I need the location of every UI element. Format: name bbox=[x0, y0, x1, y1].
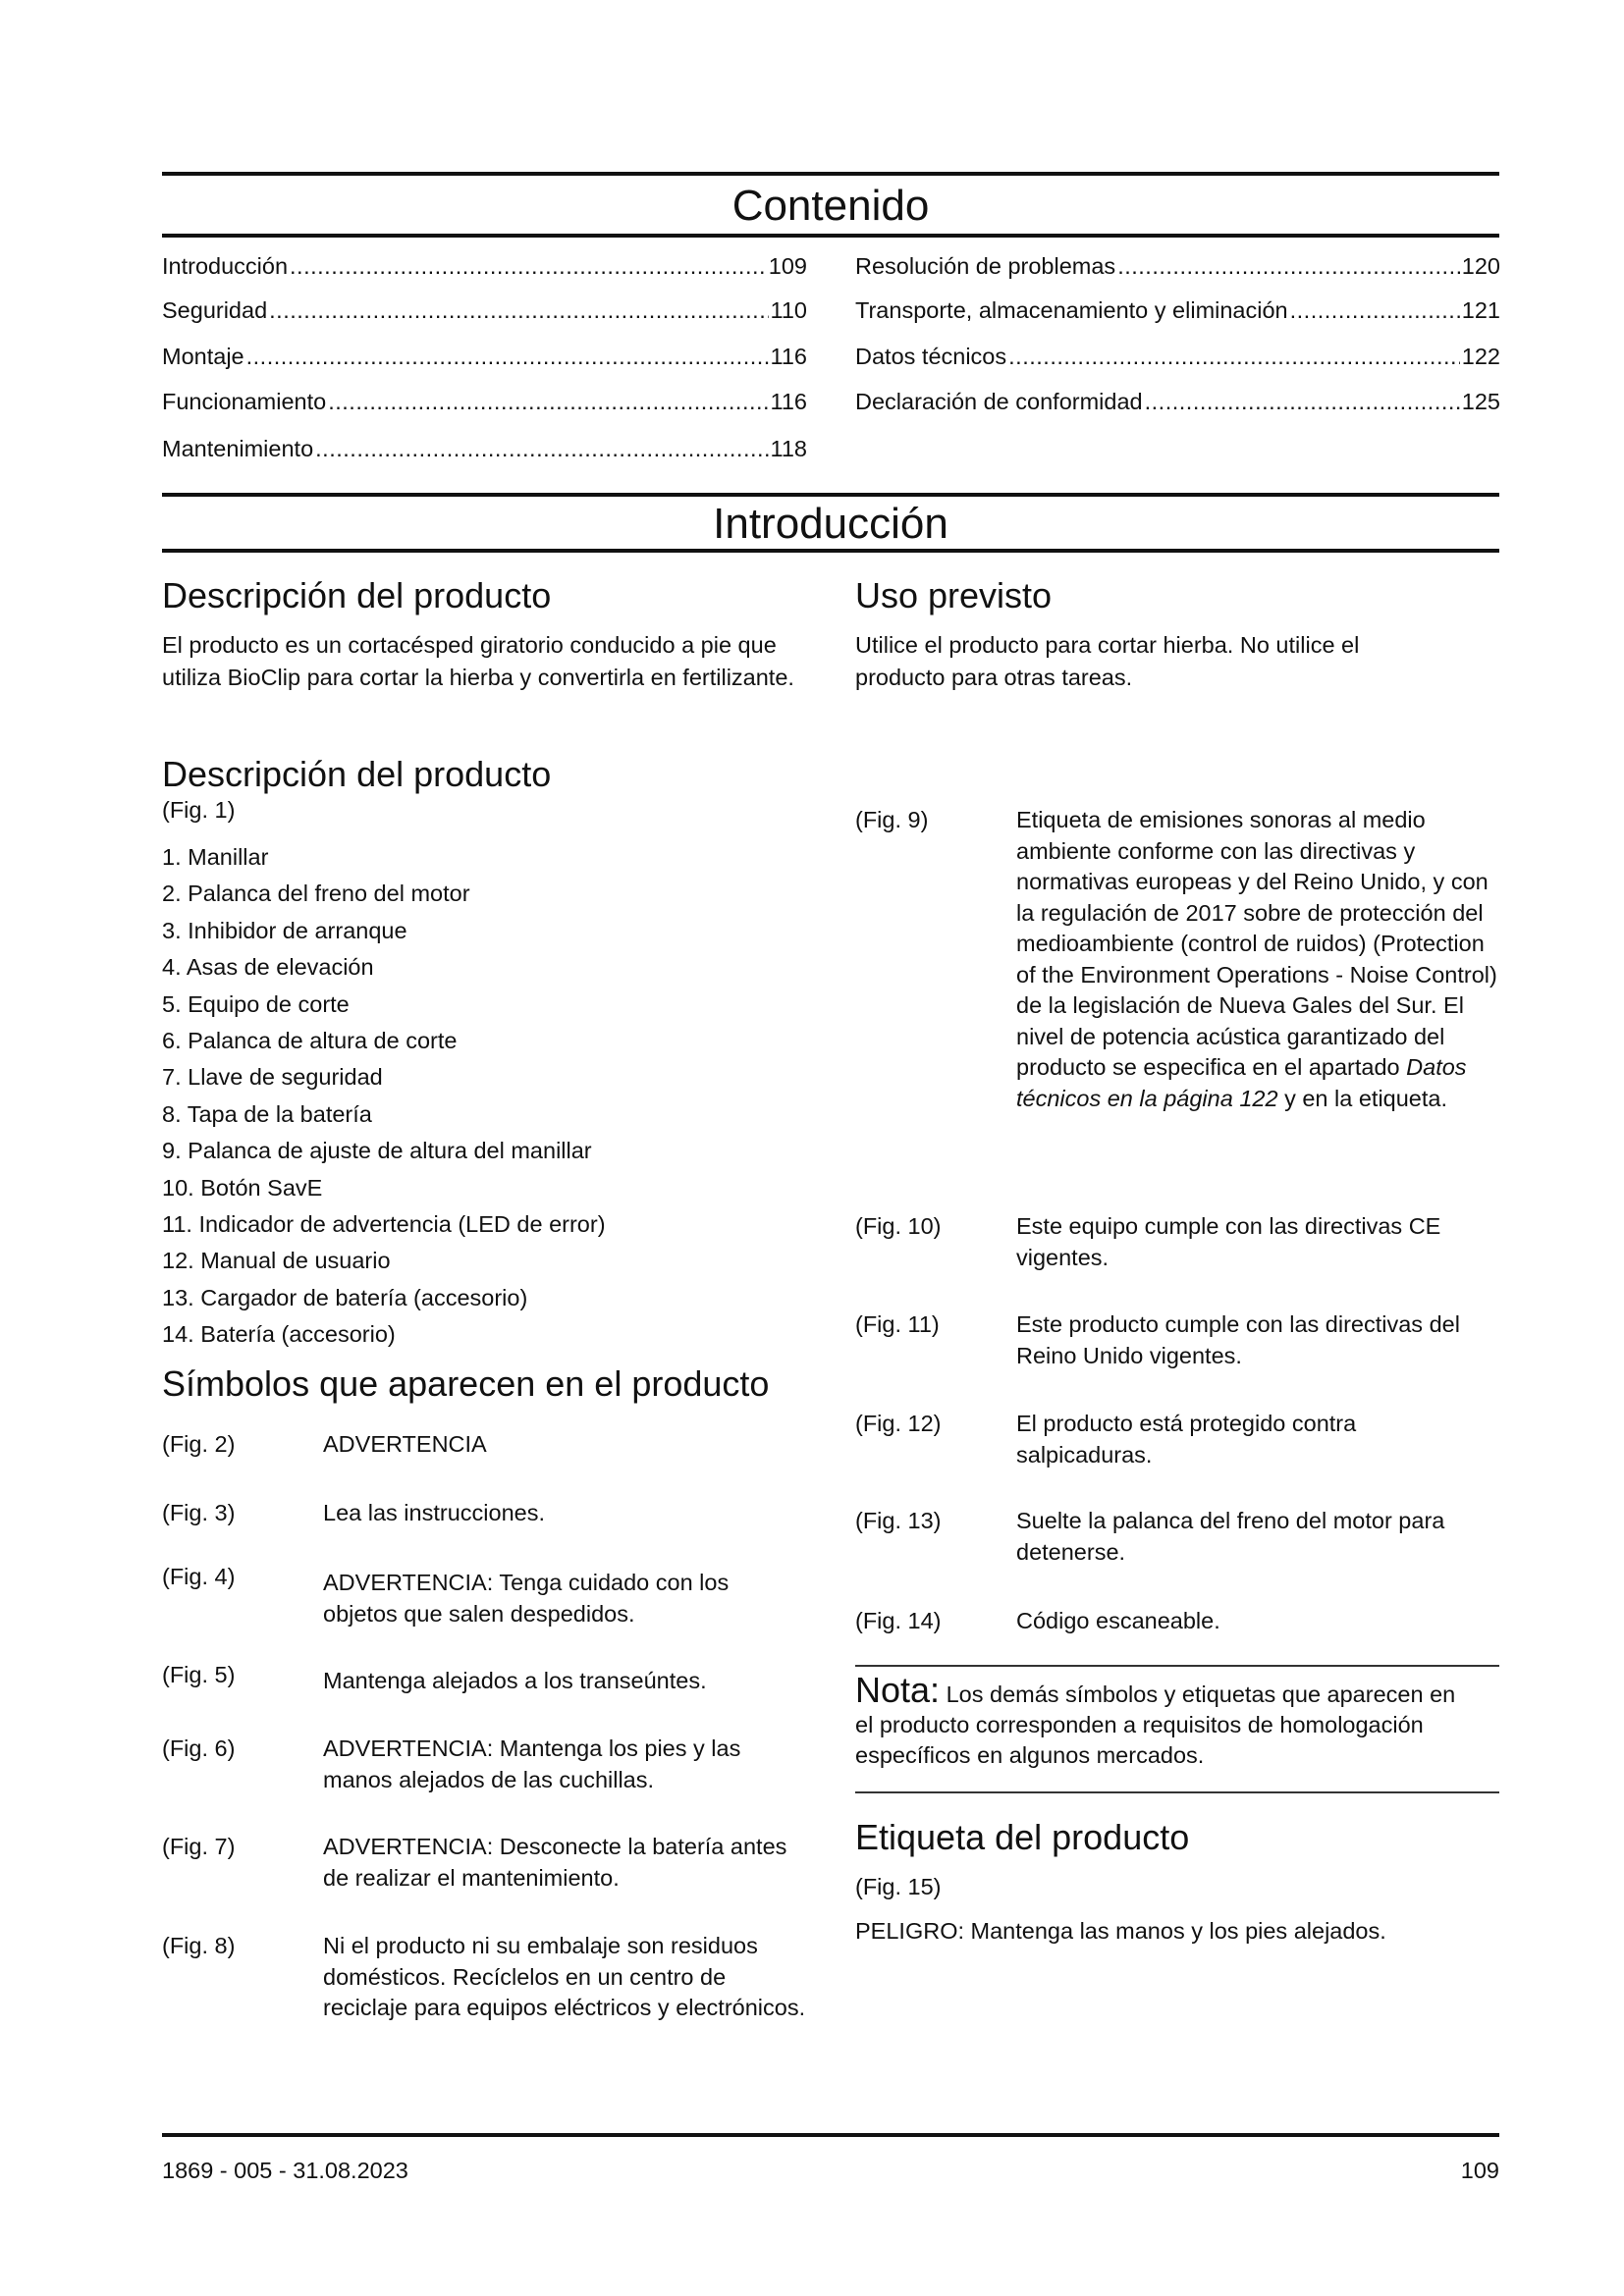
note bbox=[855, 1670, 1464, 1771]
divider bbox=[162, 172, 1499, 176]
list-item: 2. Palanca del freno del motor bbox=[162, 881, 470, 907]
toc-leader bbox=[1290, 295, 1460, 325]
list-item: 8. Tapa de la batería bbox=[162, 1100, 372, 1127]
toc-page: 125 bbox=[1461, 389, 1500, 414]
symbol-desc: Código escaneable. bbox=[1016, 1608, 1220, 1633]
intended-use-text: Utilice el producto para cortar hierba. No utilice el producto para otras tareas. bbox=[855, 632, 1360, 690]
list-item: 11. Indicador de advertencia (LED de error) bbox=[162, 1211, 606, 1238]
heading-symbols: Símbolos que aparecen en el producto bbox=[162, 1363, 770, 1404]
list-item: 7. Llave de seguridad bbox=[162, 1064, 383, 1091]
toc-label: Transporte, almacenamiento y eliminación bbox=[855, 297, 1288, 323]
toc-leader bbox=[1008, 342, 1460, 371]
toc-entry[interactable] bbox=[162, 387, 807, 416]
contents-title: Contenido bbox=[731, 182, 930, 230]
heading-product-description: Descripción del producto bbox=[162, 575, 552, 615]
toc-page: 118 bbox=[770, 436, 807, 461]
footer-page-number: 109 bbox=[1460, 2158, 1499, 2183]
fig-ref: (Fig. 12) bbox=[855, 1411, 942, 1436]
heading-product-label: Etiqueta del producto bbox=[855, 1817, 1190, 1857]
toc-leader bbox=[1145, 387, 1460, 416]
toc-label: Resolución de problemas bbox=[855, 253, 1116, 279]
label-fig-ref: (Fig. 15) bbox=[855, 1874, 942, 1899]
toc-label: Funcionamiento bbox=[162, 389, 327, 414]
toc-label: Datos técnicos bbox=[855, 344, 1007, 369]
toc-page: 110 bbox=[770, 297, 807, 323]
fig-ref: (Fig. 6) bbox=[162, 1735, 236, 1761]
fig-ref: (Fig. 3) bbox=[162, 1500, 236, 1525]
toc-page: 116 bbox=[770, 344, 807, 369]
toc-entry[interactable] bbox=[162, 342, 807, 371]
toc-page: 109 bbox=[768, 253, 807, 279]
fig-ref: (Fig. 11) bbox=[855, 1311, 940, 1337]
toc-label: Introducción bbox=[162, 253, 289, 279]
product-description-text: El producto es un cortacésped giratorio conducido a pie que utiliza BioClip para cortar la hierba y convertirla en fertilizante. bbox=[162, 632, 794, 690]
symbol-desc: Este equipo cumple con las directivas CE vigentes. bbox=[1016, 1213, 1441, 1270]
toc-leader bbox=[315, 434, 768, 463]
fig-ref: (Fig. 8) bbox=[162, 1933, 236, 1958]
divider bbox=[162, 234, 1499, 238]
parts-fig-ref: (Fig. 1) bbox=[162, 797, 236, 823]
fig9-tail: y en la etiqueta. bbox=[1277, 1085, 1447, 1111]
list-item: 12. Manual de usuario bbox=[162, 1248, 391, 1274]
toc-entry[interactable] bbox=[855, 342, 1500, 371]
divider bbox=[855, 1791, 1499, 1793]
toc-label: Montaje bbox=[162, 344, 244, 369]
list-item: 5. Equipo de corte bbox=[162, 990, 350, 1017]
toc-leader bbox=[328, 387, 768, 416]
fig-ref: (Fig. 10) bbox=[855, 1213, 942, 1239]
footer-doc-id: 1869 - 005 - 31.08.2023 bbox=[162, 2158, 408, 2183]
symbol-desc: ADVERTENCIA: Desconecte la batería antes de realizar el mantenimiento. bbox=[323, 1834, 787, 1891]
heading-product-parts: Descripción del producto bbox=[162, 754, 552, 794]
toc-leader bbox=[1117, 251, 1460, 281]
fig9-text: Etiqueta de emisiones sonoras al medio ambiente conforme con las directivas y normativas europeas y del Reino Unido, y con la regulación de 2017 sobre de protección del medioambiente (control de ruidos) (Protection of the Environment Operations - Noise Control) de la legislación de Nueva Gales del Sur. El nivel de potencia acústica garantizado del producto se especifica en el apartado bbox=[1016, 807, 1497, 1080]
symbol-desc: ADVERTENCIA: Mantenga los pies y las manos alejados de las cuchillas. bbox=[323, 1735, 741, 1792]
list-item: 1. Manillar bbox=[162, 844, 269, 870]
divider bbox=[162, 493, 1499, 497]
toc-page: 116 bbox=[770, 389, 807, 414]
toc-entry[interactable] bbox=[162, 434, 807, 463]
symbol-desc bbox=[1016, 805, 1507, 1114]
toc-entry[interactable] bbox=[162, 251, 807, 281]
divider bbox=[855, 1665, 1499, 1667]
note-text: Los demás símbolos y etiquetas que aparecen en el producto corresponden a requisitos de homologación específicos en algunos mercados. bbox=[855, 1682, 1456, 1768]
toc-label: Declaración de conformidad bbox=[855, 389, 1143, 414]
toc-leader bbox=[290, 251, 767, 281]
section-title: Introducción bbox=[713, 500, 948, 548]
toc-leader bbox=[269, 295, 768, 325]
symbol-desc: Suelte la palanca del freno del motor para detenerse. bbox=[1016, 1508, 1445, 1565]
symbol-desc: ADVERTENCIA: Tenga cuidado con los objetos que salen despedidos. bbox=[323, 1570, 730, 1627]
footer-divider bbox=[162, 2133, 1499, 2137]
toc-page: 122 bbox=[1461, 344, 1500, 369]
symbol-desc: El producto está protegido contra salpicaduras. bbox=[1016, 1411, 1357, 1468]
toc-page: 120 bbox=[1461, 253, 1500, 279]
toc-page: 121 bbox=[1461, 297, 1500, 323]
list-item: 6. Palanca de altura de corte bbox=[162, 1028, 458, 1054]
fig-ref: (Fig. 4) bbox=[162, 1564, 236, 1589]
fig-ref: (Fig. 5) bbox=[162, 1662, 236, 1687]
fig-ref: (Fig. 13) bbox=[855, 1508, 942, 1533]
note-label: Nota: bbox=[855, 1670, 941, 1710]
fig-ref: (Fig. 2) bbox=[162, 1431, 236, 1457]
symbol-desc: Ni el producto ni su embalaje son residuos domésticos. Recíclelos en un centro de reciclaje para equipos eléctricos y electrónicos. bbox=[323, 1933, 806, 2020]
symbol-desc: ADVERTENCIA bbox=[323, 1431, 487, 1457]
symbol-desc: Mantenga alejados a los transeúntes. bbox=[323, 1668, 707, 1693]
list-item: 4. Asas de elevación bbox=[162, 954, 374, 981]
list-item: 3. Inhibidor de arranque bbox=[162, 917, 407, 943]
toc-leader bbox=[246, 342, 769, 371]
toc-entry[interactable] bbox=[855, 295, 1500, 325]
technical-data-link[interactable]: Datos técnicos en la página 122 bbox=[1016, 1054, 1467, 1111]
toc-entry[interactable] bbox=[162, 295, 807, 325]
list-item: 10. Botón SavE bbox=[162, 1174, 323, 1201]
divider bbox=[162, 549, 1499, 553]
list-item: 14. Batería (accesorio) bbox=[162, 1321, 396, 1348]
heading-intended-use: Uso previsto bbox=[855, 575, 1053, 615]
fig-ref: (Fig. 9) bbox=[855, 807, 929, 832]
symbol-desc: Lea las instrucciones. bbox=[323, 1500, 545, 1525]
list-item: 13. Cargador de batería (accesorio) bbox=[162, 1284, 528, 1310]
symbol-desc: Este producto cumple con las directivas del Reino Unido vigentes. bbox=[1016, 1311, 1460, 1368]
fig-ref: (Fig. 7) bbox=[162, 1834, 236, 1859]
toc-entry[interactable] bbox=[855, 387, 1500, 416]
label-text: PELIGRO: Mantenga las manos y los pies alejados. bbox=[855, 1918, 1386, 1944]
parts-list bbox=[162, 839, 606, 1354]
list-item: 9. Palanca de ajuste de altura del manillar bbox=[162, 1138, 592, 1164]
toc-label: Seguridad bbox=[162, 297, 268, 323]
toc-label: Mantenimiento bbox=[162, 436, 314, 461]
fig-ref: (Fig. 14) bbox=[855, 1608, 942, 1633]
toc-entry[interactable] bbox=[855, 251, 1500, 281]
